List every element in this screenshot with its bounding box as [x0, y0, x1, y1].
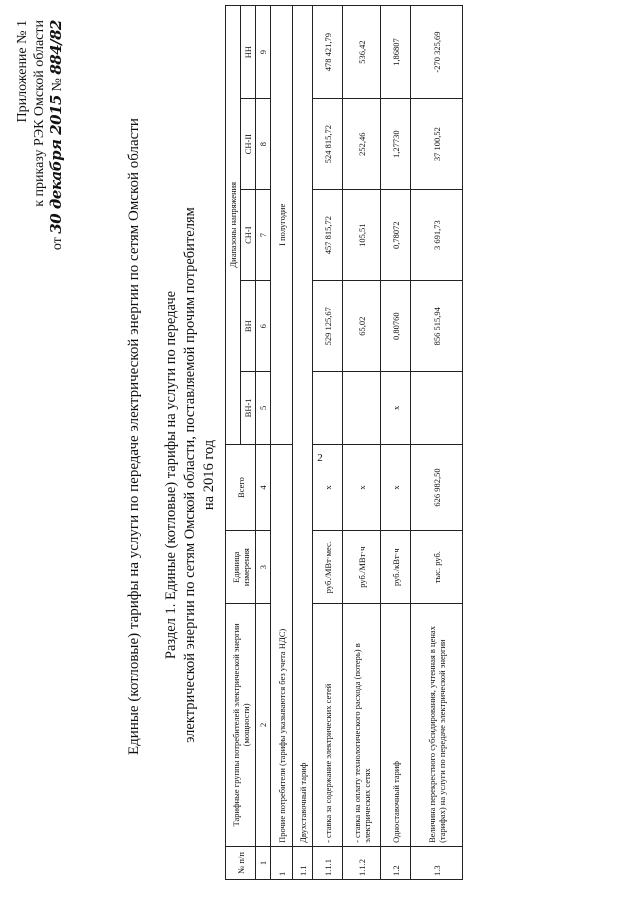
appendix-date-prefix: от: [50, 237, 65, 251]
handwritten-number: 884/82: [47, 20, 65, 75]
col-number: 9: [256, 6, 271, 99]
page-number: 2: [317, 452, 323, 464]
cell-vn1: [313, 372, 343, 444]
appendix-line-3: [48, 20, 66, 255]
header-nn: НН: [241, 6, 256, 99]
row-unit: руб./МВт·мес.: [313, 531, 343, 603]
cell-sn1: 105,51: [343, 190, 381, 281]
header-ranges: Диапазоны напряжения: [226, 6, 241, 445]
cell-nn: 1,86807: [381, 6, 411, 99]
row-num: 1: [271, 846, 293, 879]
table-row: [343, 6, 381, 880]
row-label: Прочие потребители (тарифы указываются без учета НДС): [271, 444, 293, 846]
header-row-1: [226, 6, 241, 880]
col-number: 7: [256, 190, 271, 281]
row-label: - ставка на оплату технологического расхода (потерь) в электрических сетях: [343, 603, 381, 846]
table-row: [381, 6, 411, 880]
row-num: 1.3: [411, 846, 463, 879]
table-row-section: [293, 6, 313, 880]
column-number-row: [256, 6, 271, 880]
cell-vn: 0,80760: [381, 281, 411, 372]
cell-vn: 65,02: [343, 281, 381, 372]
appendix-number-prefix: №: [50, 78, 65, 92]
header-vn: ВН: [241, 281, 256, 372]
header-sn1: СН-I: [241, 190, 256, 281]
table-row: [411, 6, 463, 880]
cell-vn1: x: [381, 372, 411, 444]
handwritten-date: 30 декабря 2015: [47, 95, 65, 234]
row-unit: руб./МВт·ч: [343, 531, 381, 603]
col-number: 6: [256, 281, 271, 372]
row-label: Величина перекрестного субсидирования, учтенная в ценах (тарифах) на услуги по передаче электрической энергии: [411, 603, 463, 846]
cell-vn1: [343, 372, 381, 444]
col-number: 5: [256, 372, 271, 444]
cell-sn2: 524 815,72: [313, 99, 343, 190]
appendix-line-2: к приказу РЭК Омской области: [32, 20, 47, 207]
cell-total: 626 982,50: [411, 444, 463, 531]
cell-sn2: 252,46: [343, 99, 381, 190]
cell-vn: 856 515,94: [411, 281, 463, 372]
header-unit: Единица измерения: [226, 531, 256, 603]
row-unit: тыс. руб.: [411, 531, 463, 603]
section-title-line-2: электрической энергии по сетям Омской области, поставляемой прочим потребителям: [182, 207, 198, 743]
main-title: Единые (котловые) тарифы на услуги по передаче электрической энергии по сетям Омской области: [126, 118, 142, 755]
table-row: [313, 6, 343, 880]
header-sn2: СН-II: [241, 99, 256, 190]
row-label: Одноставочный тариф: [381, 603, 411, 846]
row-num: 1.1.2: [343, 846, 381, 879]
appendix-line-1: Приложение № 1: [15, 20, 30, 123]
cell-vn1: [411, 372, 463, 444]
col-number: 8: [256, 99, 271, 190]
cell-sn2: 1,27730: [381, 99, 411, 190]
appendix-block: [14, 20, 66, 255]
cell-sn1: 3 691,73: [411, 190, 463, 281]
cell-sn2: 37 100,52: [411, 99, 463, 190]
cell-total: x: [381, 444, 411, 531]
cell-nn: 536,42: [343, 6, 381, 99]
col-number: 4: [256, 444, 271, 531]
table-row-group: [271, 6, 293, 880]
row-unit: руб./кВт·ч: [381, 531, 411, 603]
header-group: Тарифные группы потребителей электрической энергии (мощности): [226, 603, 256, 846]
section-title-line-3: на 2016 год: [201, 439, 217, 511]
cell-sn1: 457 815,72: [313, 190, 343, 281]
col-number: 3: [256, 531, 271, 603]
col-number: 2: [256, 603, 271, 846]
cell-sn1: 0,78072: [381, 190, 411, 281]
row-label: Двухставочный тариф: [293, 6, 313, 847]
cell-vn: 529 125,67: [313, 281, 343, 372]
section-title: [162, 165, 219, 785]
cell-nn: 478 421,79: [313, 6, 343, 99]
row-num: 1.2: [381, 846, 411, 879]
header-total: Всего: [226, 444, 256, 531]
cell-total: x: [313, 444, 343, 531]
row-label: - ставка за содержание электрических сетей: [313, 603, 343, 846]
col-number: 1: [256, 846, 271, 879]
cell-total: x: [343, 444, 381, 531]
header-num: № п/п: [226, 846, 256, 879]
header-vn1: ВН-1: [241, 372, 256, 444]
section-title-line-1: Раздел 1. Единые (котловые) тарифы на услуги по передаче: [163, 290, 179, 660]
row-period: I полугодие: [271, 6, 293, 445]
row-num: 1.1: [293, 846, 313, 879]
tariff-table: [225, 5, 463, 880]
row-num: 1.1.1: [313, 846, 343, 879]
cell-nn: -270 325,69: [411, 6, 463, 99]
